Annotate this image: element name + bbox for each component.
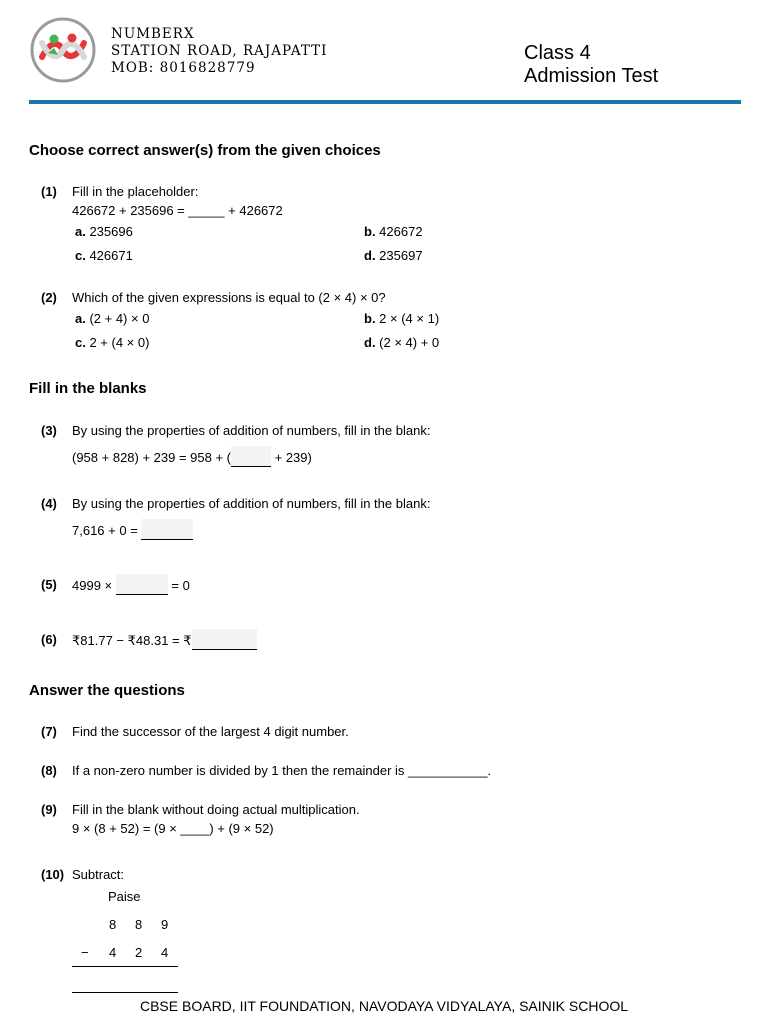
option-a[interactable]: a. 235696 [75, 224, 133, 239]
option-a[interactable]: a. (2 + 4) × 0 [75, 311, 150, 326]
digit: 8 [135, 917, 143, 932]
question-text [72, 182, 283, 220]
answer-blank: ___________ [408, 763, 488, 778]
logo-mark-icon [28, 17, 98, 83]
answer-blank: ____ [180, 821, 210, 836]
q2-prompt: Which of the given expressions is equal to (2 × 4) × 0? [72, 290, 386, 305]
answer-line[interactable] [72, 992, 178, 993]
org-name: NUMBERX [111, 26, 195, 42]
q1-prompt: Fill in the placeholder: [72, 184, 199, 199]
org-info [111, 26, 327, 77]
header-divider [29, 100, 741, 104]
q9-text [72, 800, 360, 838]
section-heading-blanks: Fill in the blanks [29, 380, 147, 397]
test-label: Admission Test [524, 65, 659, 87]
option-d[interactable]: d. (2 × 4) + 0 [364, 335, 440, 350]
answer-blank[interactable] [192, 629, 257, 650]
option-b[interactable]: b. 426672 [364, 224, 423, 239]
question-number: (5) [41, 577, 57, 592]
section-heading-questions: Answer the questions [29, 682, 185, 699]
question-number: (2) [41, 290, 57, 305]
q7-prompt: Find the successor of the largest 4 digit number. [72, 724, 349, 739]
digit: 4 [109, 945, 117, 960]
digit: 8 [109, 917, 117, 932]
numberx-logo [28, 17, 98, 83]
footer-text: CBSE BOARD, IIT FOUNDATION, NAVODAYA VIDYALAYA, SAINIK SCHOOL [139, 998, 629, 1014]
option-d[interactable]: d. 235697 [364, 248, 423, 263]
q10-prompt: Subtract: [72, 867, 125, 882]
minus-sign: − [81, 945, 89, 960]
option-c[interactable]: c. 426671 [75, 248, 133, 263]
question-number: (4) [41, 496, 57, 511]
org-phone: MOB: 8016828779 [111, 60, 256, 76]
q3-prompt: By using the properties of addition of numbers, fill in the blank: [72, 423, 431, 438]
question-number: (10) [41, 867, 65, 882]
test-title [524, 42, 658, 88]
option-b[interactable]: b. 2 × (4 × 1) [364, 311, 440, 326]
question-number: (9) [41, 802, 57, 817]
class-label: Class 4 [524, 42, 591, 64]
q9-prompt: Fill in the blank without doing actual multiplication. [72, 802, 360, 817]
question-number: (7) [41, 724, 57, 739]
q4-expression: 7,616 + 0 = [72, 519, 193, 540]
q8-prompt: If a non-zero number is divided by 1 then the remainder is ___________. [72, 763, 492, 778]
question-number: (8) [41, 763, 57, 778]
answer-blank[interactable] [141, 519, 193, 540]
digit: 4 [161, 945, 169, 960]
q6-expression: ₹81.77 − ₹48.31 = ₹ [72, 629, 257, 650]
org-address: STATION ROAD, RAJAPATTI [111, 43, 328, 59]
q3-expression: (958 + 828) + 239 = 958 + ( + 239) [72, 446, 312, 467]
q9-expression: 9 × (8 + 52) = (9 × ____) + (9 × 52) [72, 821, 274, 836]
question-number: (6) [41, 632, 57, 647]
option-c[interactable]: c. 2 + (4 × 0) [75, 335, 150, 350]
q4-prompt: By using the properties of addition of numbers, fill in the blank: [72, 496, 431, 511]
digit: 9 [161, 917, 169, 932]
question-number: (1) [41, 184, 57, 199]
answer-blank[interactable] [116, 574, 168, 595]
placeholder-blank: _____ [188, 203, 225, 218]
section-heading-mcq: Choose correct answer(s) from the given choices [29, 142, 381, 159]
subtraction-line [72, 966, 178, 967]
answer-blank[interactable] [231, 446, 271, 467]
q5-expression: 4999 × = 0 [72, 574, 190, 595]
unit-label: Paise [108, 889, 141, 904]
digit: 2 [135, 945, 143, 960]
q1-expression: 426672 + 235696 = _____ + 426672 [72, 203, 283, 218]
question-number: (3) [41, 423, 57, 438]
